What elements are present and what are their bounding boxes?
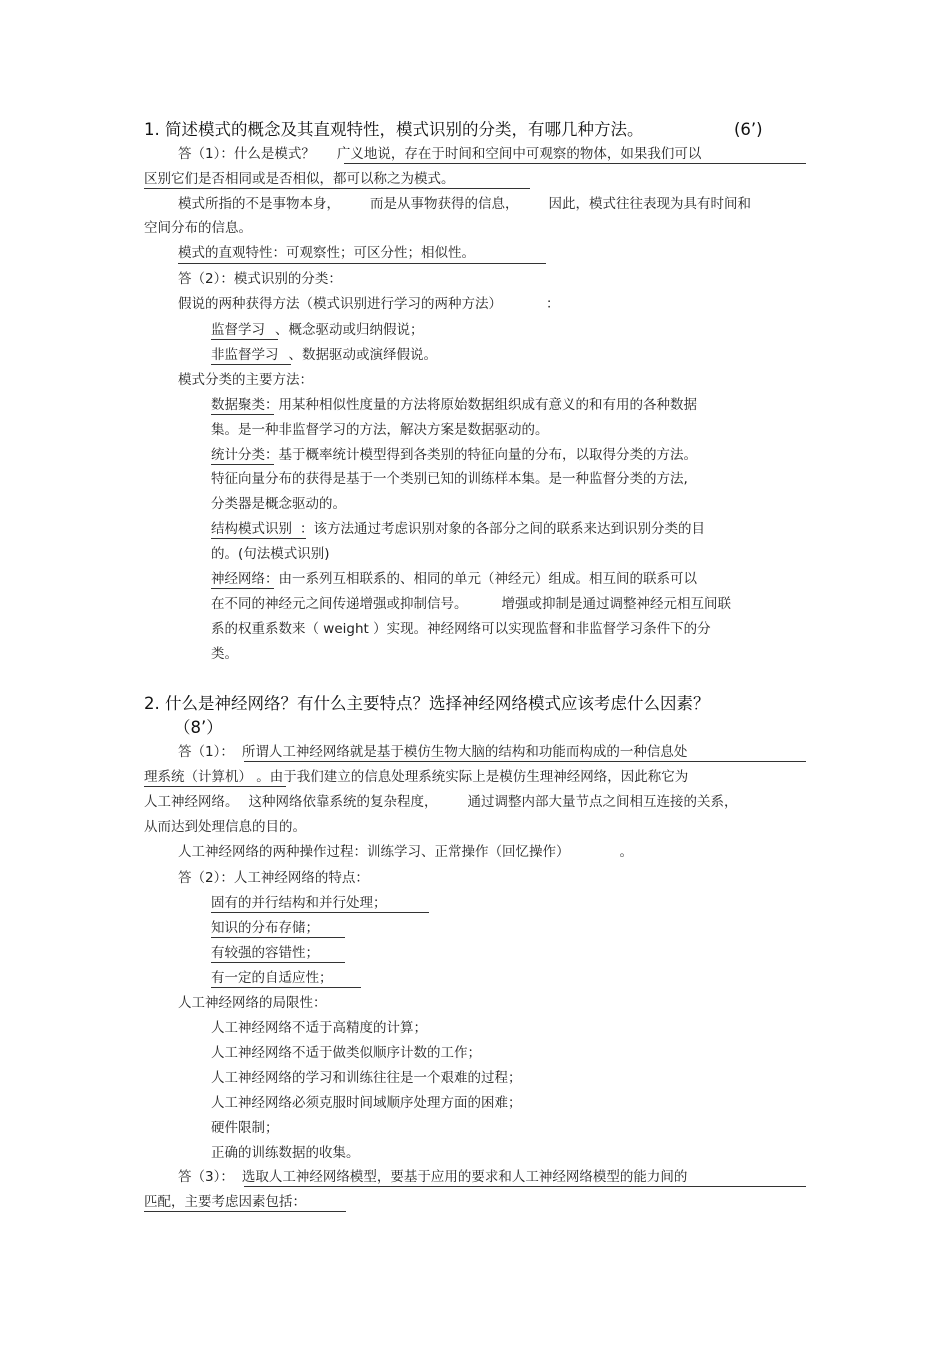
underline <box>344 163 806 164</box>
underline <box>244 1186 806 1187</box>
q1-intuitive-properties: 模式的直观特性：可观察性；可区分性；相似性。 <box>178 245 475 261</box>
q2-feature-item: 知识的分布存储； <box>211 920 319 936</box>
q1-paragraph-info: 模式所指的不是事物本身， 而是从事物获得的信息， 因此，模式往往表现为具有时间和 <box>178 196 751 212</box>
underline <box>211 588 274 589</box>
q2-limit-item: 人工神经网络的学习和训练往往是一个艰难的过程； <box>211 1070 522 1086</box>
q1-statistical-cont2: 分类器是概念驱动的。 <box>211 496 346 512</box>
q1-title: 1. 简述模式的概念及其直观特性，模式识别的分类，有哪几种方法。 <box>144 120 644 139</box>
q1-neural-cont3: 类。 <box>211 646 238 662</box>
q2-limit-item: 正确的训练数据的收集。 <box>211 1145 360 1161</box>
q2-answer3: 答（3）： 选取人工神经网络模型，要基于应用的要求和人工神经网络模型的能力间的 <box>178 1169 688 1185</box>
underline <box>211 937 345 938</box>
q1-neural: 神经网络：由一系列互相联系的、相同的单元（神经元）组成。相互间的联系可以 <box>211 571 697 587</box>
underline <box>144 1211 346 1212</box>
underline <box>144 188 530 189</box>
q2-feature-item: 有较强的容错性； <box>211 945 319 961</box>
q1-neural-cont1: 在不同的神经元之间传递增强或抑制信号。 增强或抑制是通过调整神经元相互间联 <box>211 596 731 612</box>
underline <box>178 263 546 264</box>
q1-clustering-cont: 集。是一种非监督学习的方法，解决方案是数据驱动的。 <box>211 422 549 438</box>
q1-score: (6’) <box>734 120 763 139</box>
q1-hypothesis-title: 假说的两种获得方法（模式识别进行学习的两种方法） ： <box>178 296 560 312</box>
underline <box>211 912 429 913</box>
underline <box>144 786 286 787</box>
q2-operations: 人工神经网络的两种操作过程：训练学习、正常操作（回忆操作） 。 <box>178 844 633 860</box>
q2-limit-item: 人工神经网络必须克服时间域顺序处理方面的困难； <box>211 1095 522 1111</box>
underline <box>211 414 274 415</box>
q2-answer1-cont: 理系统（计算机） 。由于我们建立的信息处理系统实际上是模仿生理神经网络，因此称它为 <box>144 769 689 785</box>
q2-limit-item: 人工神经网络不适于做类似顺序计数的工作； <box>211 1045 481 1061</box>
underline <box>211 538 306 539</box>
underline <box>211 987 361 988</box>
underline <box>211 962 345 963</box>
q1-unsupervised: 非监督学习 、数据驱动或演绎假说。 <box>211 347 437 363</box>
q2-answer2-title: 答（2）：人工神经网络的特点： <box>178 870 369 886</box>
q1-statistical-cont1: 特征向量分布的获得是基于一个类别已知的训练样本集。是一种监督分类的方法, <box>211 471 688 487</box>
q1-neural-cont2: 系的权重系数来（ weight ）实现。神经网络可以实现监督和非监督学习条件下的分 <box>211 621 711 637</box>
q2-limit-item: 人工神经网络不适于高精度的计算； <box>211 1020 427 1036</box>
q1-paragraph-info-cont: 空间分布的信息。 <box>144 220 252 236</box>
underline <box>211 464 274 465</box>
underline <box>211 364 291 365</box>
q1-methods-title: 模式分类的主要方法： <box>178 372 313 388</box>
underline <box>211 339 278 340</box>
q1-answer1-cont: 区别它们是否相同或是否相似，都可以称之为模式。 <box>144 171 455 187</box>
q2-limit-item: 硬件限制； <box>211 1120 279 1136</box>
q2-feature-item: 有一定的自适应性； <box>211 970 333 986</box>
q1-structural: 结构模式识别 ：该方法通过考虑识别对象的各部分之间的联系来达到识别分类的目 <box>211 521 705 537</box>
q1-supervised: 监督学习 、概念驱动或归纳假说； <box>211 322 424 338</box>
q2-answer1-line3: 人工神经网络。 这种网络依靠系统的复杂程度， 通过调整内部大量节点之间相互连接的关系， <box>144 794 738 810</box>
q2-title: 2. 什么是神经网络？有什么主要特点？选择神经网络模式应该考虑什么因素？ <box>144 694 710 713</box>
q2-feature-item: 固有的并行结构和并行处理； <box>211 895 387 911</box>
q2-answer3-cont: 匹配，主要考虑因素包括： <box>144 1194 306 1210</box>
q2-answer1: 答（1）： 所谓人工神经网络就是基于模仿生物大脑的结构和功能而构成的一种信息处 <box>178 744 688 760</box>
q1-clustering: 数据聚类：用某种相似性度量的方法将原始数据组织成有意义的和有用的各种数据 <box>211 397 697 413</box>
q2-limits-title: 人工神经网络的局限性： <box>178 995 327 1011</box>
q1-statistical: 统计分类：基于概率统计模型得到各类别的特征向量的分布，以取得分类的方法。 <box>211 447 697 463</box>
q2-answer1-line4: 从而达到处理信息的目的。 <box>144 819 306 835</box>
q1-structural-cont: 的。(句法模式识别) <box>211 546 330 562</box>
q2-score: （8’） <box>174 718 223 737</box>
q1-answer2-title: 答（2）：模式识别的分类： <box>178 271 342 287</box>
q1-answer1: 答（1）：什么是模式？ 广义地说，存在于时间和空间中可观察的物体，如果我们可以 <box>178 146 702 162</box>
underline <box>244 761 806 762</box>
